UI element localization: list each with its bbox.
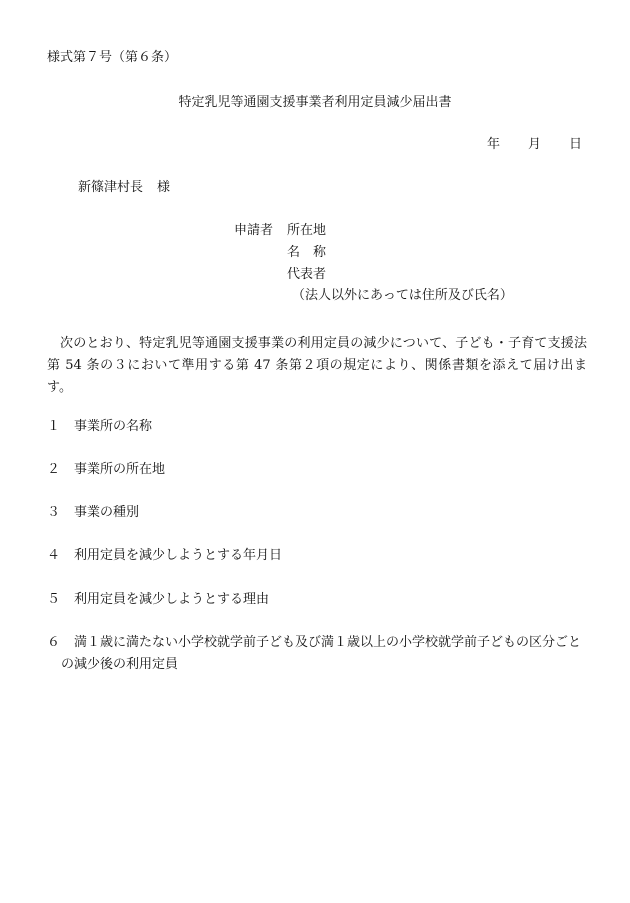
document-title: 特定乳児等通園支援事業者利用定員減少届出書 xyxy=(178,95,452,110)
list-item xyxy=(47,502,587,524)
list-item xyxy=(47,459,587,481)
item-text: 事業所の所在地 xyxy=(74,462,166,477)
addressee xyxy=(78,181,170,194)
item-text: 利用定員を減少しようとする年月日 xyxy=(74,548,283,563)
date-line xyxy=(487,138,582,151)
item-text: 事業所の名称 xyxy=(74,419,153,434)
applicant-label: 申請者 xyxy=(234,223,274,238)
applicant-address-label: 所在地 xyxy=(287,223,327,238)
applicant-representative-label: 代表者 xyxy=(287,267,327,282)
item-number: ２ xyxy=(47,462,61,477)
addressee-name: 新篠津村長 xyxy=(78,180,144,195)
body-paragraph: 次のとおり、特定乳児等通園支援事業の利用定員の減少について、子ども・子育て支援法第 54 条の３において準用する第 47 条第２項の規定により、関係書類を添えて届け出ます。 xyxy=(47,336,587,395)
date-month-label: 月 xyxy=(527,137,541,152)
item-number: ５ xyxy=(47,592,61,607)
applicant-name-label: 名 称 xyxy=(287,245,327,260)
item-number: １ xyxy=(47,419,61,434)
date-year-label: 年 xyxy=(486,137,500,152)
list-item xyxy=(47,416,587,438)
date-day-label: 日 xyxy=(568,137,582,152)
applicant-note: （法人以外にあっては住所及び氏名） xyxy=(292,288,513,303)
list-item xyxy=(47,632,587,676)
item-text: 事業の種別 xyxy=(74,505,140,520)
list-item xyxy=(47,545,587,567)
item-number: ３ xyxy=(47,505,61,520)
item-text: 満１歳に満たない小学校就学前子ども及び満１歳以上の小学校就学前子どもの区分ごとの減少後の利用定員 xyxy=(61,635,582,672)
item-number: ４ xyxy=(47,548,61,563)
list-item xyxy=(47,589,587,611)
form-number: 様式第７号（第６条） xyxy=(47,50,178,65)
item-number: ６ xyxy=(47,635,61,650)
addressee-honorific: 様 xyxy=(157,180,171,195)
item-text: 利用定員を減少しようとする理由 xyxy=(74,592,270,607)
